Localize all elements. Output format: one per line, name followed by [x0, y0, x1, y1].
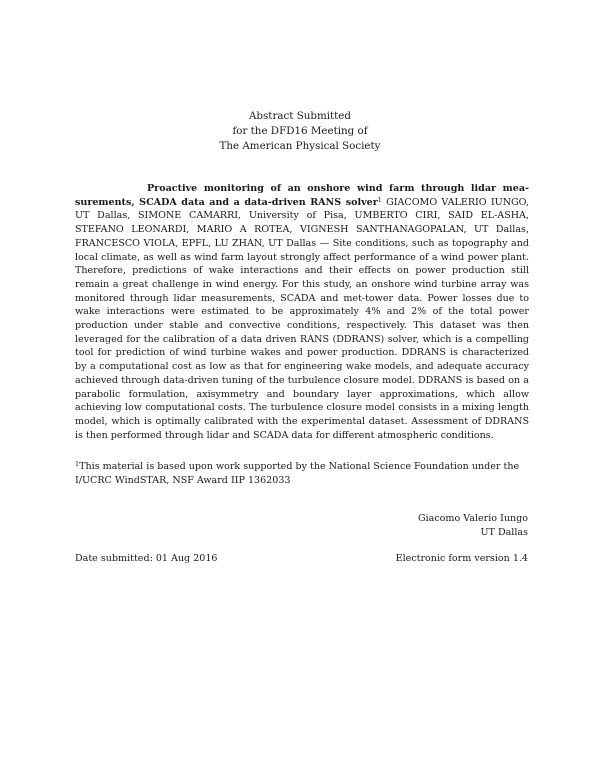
- abstract-title: Proactive monitoring of an onshore wind farm through lidar measurements, SCADA data and a data-driven RANS solver: [75, 183, 529, 208]
- submission-header: [0, 109, 600, 154]
- author-list: GIACOMO VALERIO IUNGO, UT Dallas, SIMONE CAMARRI, University of Pisa, UMBERTO CIRI, SAID EL-ASHA, STEFANO LEONARDI, MARIO A ROTEA, VIGNESH SANTHANAGOPALAN, UT Dallas, FRANCESCO VIOLA, EPFL, LU ZHAN, UT Dallas: [75, 196, 529, 249]
- submitter-affiliation: UT Dallas: [480, 527, 528, 538]
- footnote-text: This material is based upon work supported by the National Science Foundation under the I/UCRC WindSTAR, NSF Award IIP 1362033: [75, 461, 520, 486]
- title-footnote-mark: 1: [377, 195, 382, 204]
- header-line-1: Abstract Submitted: [249, 110, 351, 122]
- abstract-body: Site conditions, such as topography and local climate, as well as wind farm layout strongly affect performance of a wind power plant. Therefore, predictions of wake interactions and their effects on power production still remain a great challenge in wind energy. For this study, an onshore wind turbine array was monitored through lidar measurements, SCADA and met-tower data. Power losses due to wake interactions were estimated to be approximately 4% and 2% of the total power production under stable and convective conditions, respectively. This dataset was then leveraged for the calibration of a data driven RANS (DDRANS) solver, which is a compelling tool for prediction of wind turbine wakes and power production. DDRANS is characterized by a computational cost as low as that for engineering wake models, and adequate accuracy achieved through data-driven tuning of the turbulence closure model. DDRANS is based on a parabolic formulation, axisymmetry and boundary layer approximations, which allow achieving low computational costs. The turbulence closure model consists in a mixing length model, which is optimally calibrated with the experimental dataset. Assessment of DDRANS is then performed through lidar and SCADA data for different atmospheric conditions.: [75, 237, 529, 441]
- form-version: Electronic form version 1.4: [395, 553, 528, 564]
- abstract-paragraph: [75, 182, 529, 442]
- submitter-signature: [418, 512, 528, 540]
- footnote-mark: 1: [75, 460, 80, 468]
- header-line-3: The American Physical Society: [219, 140, 381, 152]
- submitter-name: Giacomo Valerio Iungo: [417, 513, 528, 524]
- header-line-2: for the DFD16 Meeting of: [232, 125, 368, 137]
- author-separator: —: [316, 237, 333, 249]
- funding-footnote: [75, 460, 529, 488]
- date-submitted: Date submitted: 01 Aug 2016: [75, 553, 218, 564]
